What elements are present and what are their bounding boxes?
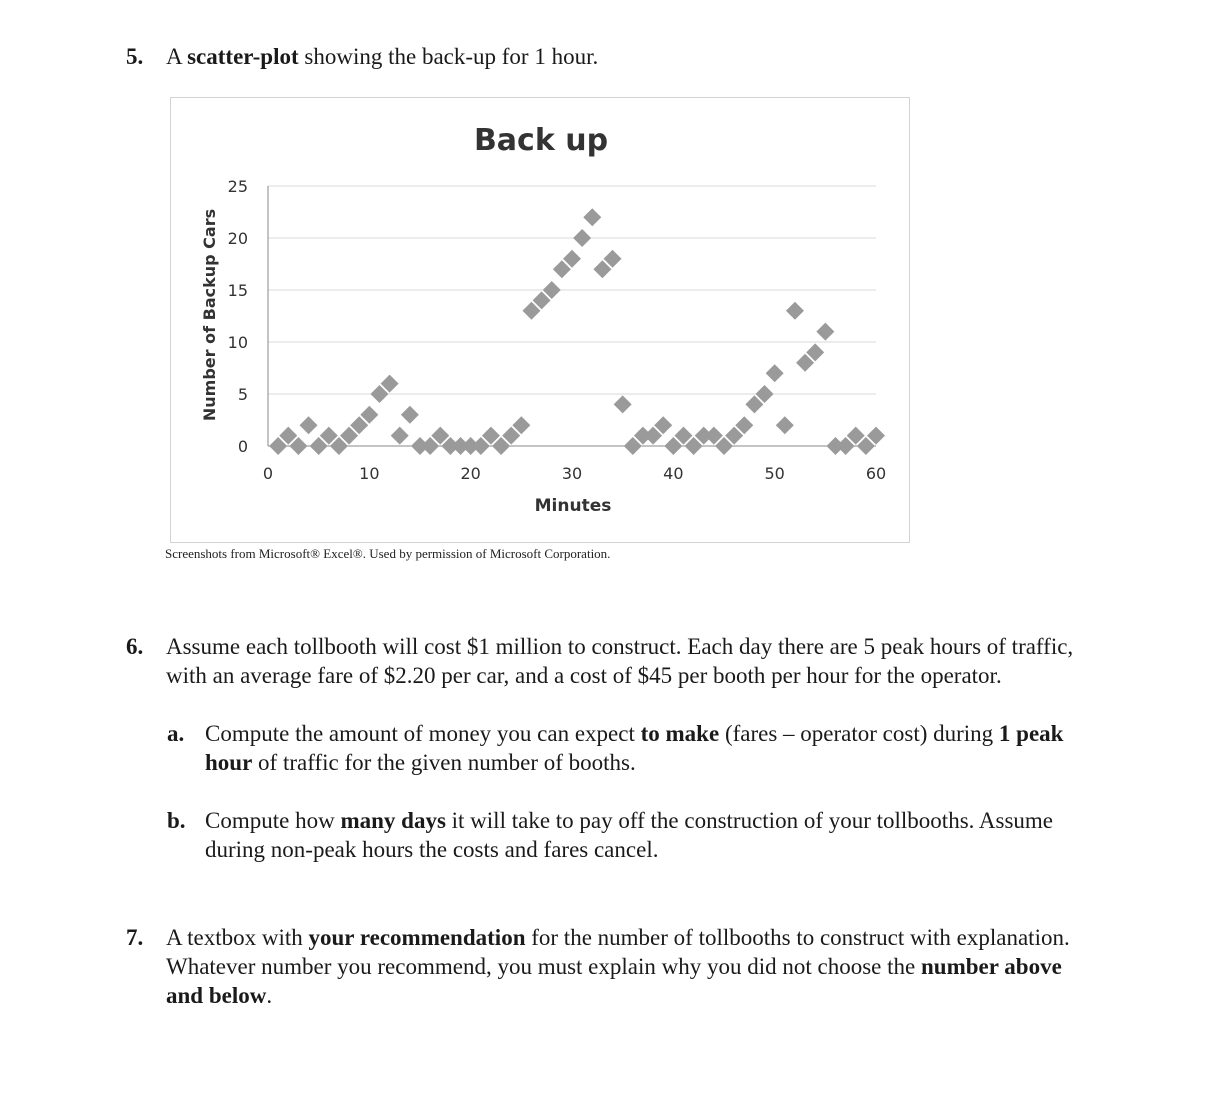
data-point <box>583 208 601 226</box>
x-tick-label: 40 <box>663 464 684 483</box>
question-number: 6. <box>126 634 144 659</box>
y-tick-label: 10 <box>227 333 248 352</box>
x-tick-label: 0 <box>262 464 274 483</box>
question-6a-text: Compute the amount of money you can expect to make (fares – operator cost) during 1 peak hour of traffic for the given number of booths. <box>205 721 1064 775</box>
data-points <box>269 208 885 455</box>
question-number: 7. <box>126 925 144 950</box>
question-6-text: Assume each tollbooth will cost $1 million to construct. Each day there are 5 peak hours of traffic, with an average fare of $2.20 per car, and a cost of $45 per booth per hour for the operator. <box>166 634 1074 688</box>
chart-frame <box>170 97 910 543</box>
question-6b-text: Compute how many days it will take to pay off the construction of your tollbooths. Assume during non-peak hours the costs and fares cancel. <box>205 808 1053 862</box>
y-tick-label: 15 <box>227 281 248 300</box>
x-tick-label: 30 <box>561 464 583 483</box>
x-tick-label: 50 <box>764 464 785 483</box>
data-point <box>573 229 591 247</box>
subquestion-letter: b. <box>167 808 186 833</box>
data-point <box>614 395 632 413</box>
y-tick-label: 20 <box>227 229 248 248</box>
data-point <box>401 406 419 424</box>
y-tick-labels <box>228 177 248 456</box>
data-point <box>300 416 318 434</box>
data-point <box>391 427 409 445</box>
chart-credit: Screenshots from Microsoft® Excel®. Used by permission of Microsoft Corporation. <box>165 546 611 561</box>
x-tick-labels <box>263 464 886 483</box>
question-number: 5. <box>126 44 144 69</box>
x-axis-label: Minutes <box>534 496 612 516</box>
question-7-text: A textbox with your recommendation for the number of tollbooths to construct with explanation. Whatever number you recommend, you must explain why you did not choose the number above and below. <box>166 925 1070 1008</box>
scatter-chart <box>171 98 909 542</box>
grid-lines <box>268 186 876 394</box>
question-5-text: A scatter-plot showing the back-up for 1 hour. <box>166 44 599 69</box>
bold-term: scatter-plot <box>187 44 299 69</box>
chart-title: Back up <box>473 123 609 158</box>
x-tick-label: 60 <box>865 464 887 483</box>
y-tick-label: 25 <box>227 177 248 196</box>
data-point <box>766 364 784 382</box>
y-tick-label: 0 <box>237 437 248 456</box>
y-tick-label: 5 <box>237 385 248 404</box>
x-tick-label: 10 <box>359 464 380 483</box>
data-point <box>816 323 834 341</box>
y-axis-label: Number of Backup Cars <box>200 208 219 422</box>
x-tick-label: 20 <box>460 464 481 483</box>
data-point <box>786 302 804 320</box>
data-point <box>776 416 794 434</box>
subquestion-letter: a. <box>167 721 185 746</box>
